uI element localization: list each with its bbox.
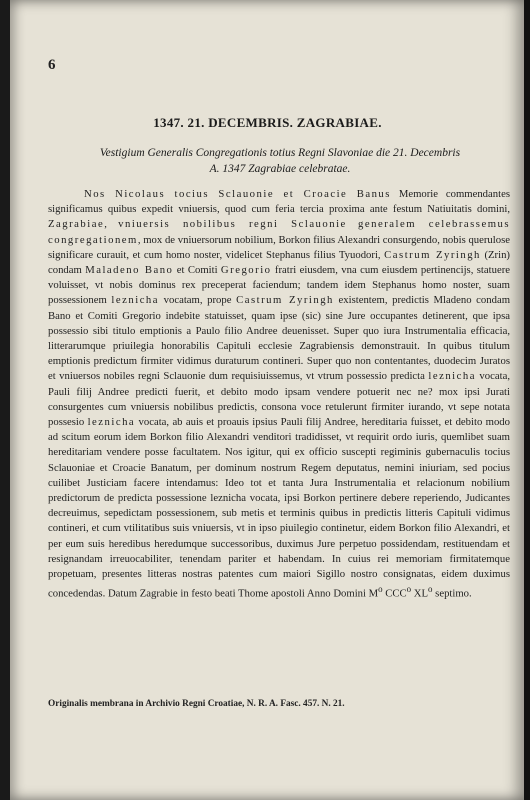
body-text-run: ,	[104, 218, 119, 231]
body-text-run: vocata, Pauli filij Andree predicti fuerit, et debito modo ipsam vendere potuerit nec ne? mox ipsi Jurati consurgentes cum vniuersis nobilibus predictis, consona voce retulerunt firmiter iurando, vt sepe notata possesio	[48, 370, 510, 429]
body-text-run: fratri eiusdem, vna cum eiusdem pertinencijs, statuere voluisset, vt nobis dominus rex preceperat faciendum; tandem idem Stephanus homo noster, suam possessionem	[48, 264, 510, 307]
body-text-run: vocata, ab auis et proauis ipsius Pauli filij Andree, hereditaria fuisset, et debito modo ad scitum eorum idem Borkon filio Alexandri venditori tradidisset, vt requirit ordo iuris, quemlibet suam hereditariam vendere posse facultatem. Nos igitur, qui ex officio suscepti regiminis gubernaculis tocius Sclauoniae et Croacie Banatum, per dominum nostrum Regem deputatus, nemini iniuriam, sed pocius cuilibet Justiciam facere intendamus: Ideo tot et tanta Jura Instrumentalia et relacionum nobilium predictorum de predicta possessione leznicha vocata, ipsi Borkon pertinere debere reperiendo, Judicantes decreuimus, sepedictam possessionem, sub metis et terminis quibus in predictis litteris Capituli vidimus contineri, et cum vtilitatibus suis vniuersis, vt in ipso piuilegio continetur, eidem Borkon filio Alexandri, et per eum suis heredibus heredumque successoribus, duximus Jure perpetuo possidendam, restituendam et resignandam irreuocabiliter, tenendam pariter et habendam. In cuius rei memoriam firmitatemque propetuam, presentes litteras nostras patentes cum maiori Sigillo nostro consignatas, eidem duximus concedendas. Datum Zagrabie in festo beati Thome apostoli Anno Domini M	[48, 416, 510, 600]
body-text-run: , mox de vniuersorum nobilium, Borkon filius Alexandri consurgendo, nobis querulose significare curauit, et cum homo noster, videlicet Stephanus filius Tyuodori,	[48, 233, 510, 261]
spaced-text: leznicha	[111, 294, 160, 307]
page-edge-shadow	[524, 0, 530, 800]
document-subtitle	[50, 145, 510, 177]
superscript: o	[406, 584, 412, 595]
source-footnote: Originalis membrana in Archivio Regni Croatiae, N. R. A. Fasc. 457. N. 21.	[48, 699, 345, 709]
spaced-text: Zagrabiae	[48, 218, 105, 231]
spaced-text: leznicha	[428, 370, 476, 383]
spaced-text: Gregorio	[220, 264, 272, 277]
spaced-text: Castrum Zyringh	[236, 294, 334, 307]
spaced-text: vniuersis nobilibus regni Sclauonie	[118, 218, 347, 231]
document-page	[10, 0, 525, 800]
body-text-run: XL	[411, 587, 429, 600]
spaced-text: leznicha	[87, 416, 136, 429]
charter-body-text	[48, 187, 510, 602]
body-text-run: (Zrin) condam	[48, 248, 510, 277]
body-text-run: Memorie commendantes significamus quibus expedit vniuersis, quod cum feria tercia proxima ante festum Natiuitatis domini,	[48, 188, 510, 216]
body-text-run: CCC	[382, 587, 407, 600]
superscript: o	[428, 584, 433, 595]
body-text-run	[347, 218, 358, 230]
page-number: 6	[48, 57, 56, 73]
body-text-run: vocatam, prope	[159, 294, 237, 307]
spaced-text: Maladeno Bano	[85, 264, 174, 277]
body-text-run: existentem, predictis Mladeno condam Bano et Comiti Gregorio indebite statuisset, quam ipse (sic) sine Jure occupantes detinerent, que ipsa possessio sibi titulo emptionis a Paulo filio Andree deuenisset. Super quo iura Instrumentalia efficacia, litterarumque priuilegia honorabilis Capituli ecclesie Zagrabiensis demonstrauit. In quibus titulum emptionis predictum firmiter vidimus duraturum contineri. Super quo non contentantes, duodecim Juratos et vniuersos nobiles regni Sclauonie dum requisiuissemus, vt vtrum possessio predicta	[48, 294, 511, 383]
document-heading: 1347. 21. DECEMBRIS. ZAGRABIAE.	[153, 115, 382, 130]
subtitle-line-2: A. 1347 Zagrabiae celebratae.	[209, 163, 351, 175]
body-text-run: et Comiti	[173, 264, 221, 277]
body-text-run: septimo.	[432, 587, 472, 600]
subtitle-line-1: Vestigium Generalis Congregationis totius Regni Slavoniae die 21. Decembris	[99, 147, 461, 159]
spaced-text: Castrum Zyringh	[384, 248, 481, 261]
spaced-text: Nos Nicolaus tocius Sclauonie et Croacie Banus	[84, 188, 391, 200]
superscript: o	[378, 584, 383, 595]
spaced-text: generalem celebrassemus congregationem	[48, 218, 511, 246]
